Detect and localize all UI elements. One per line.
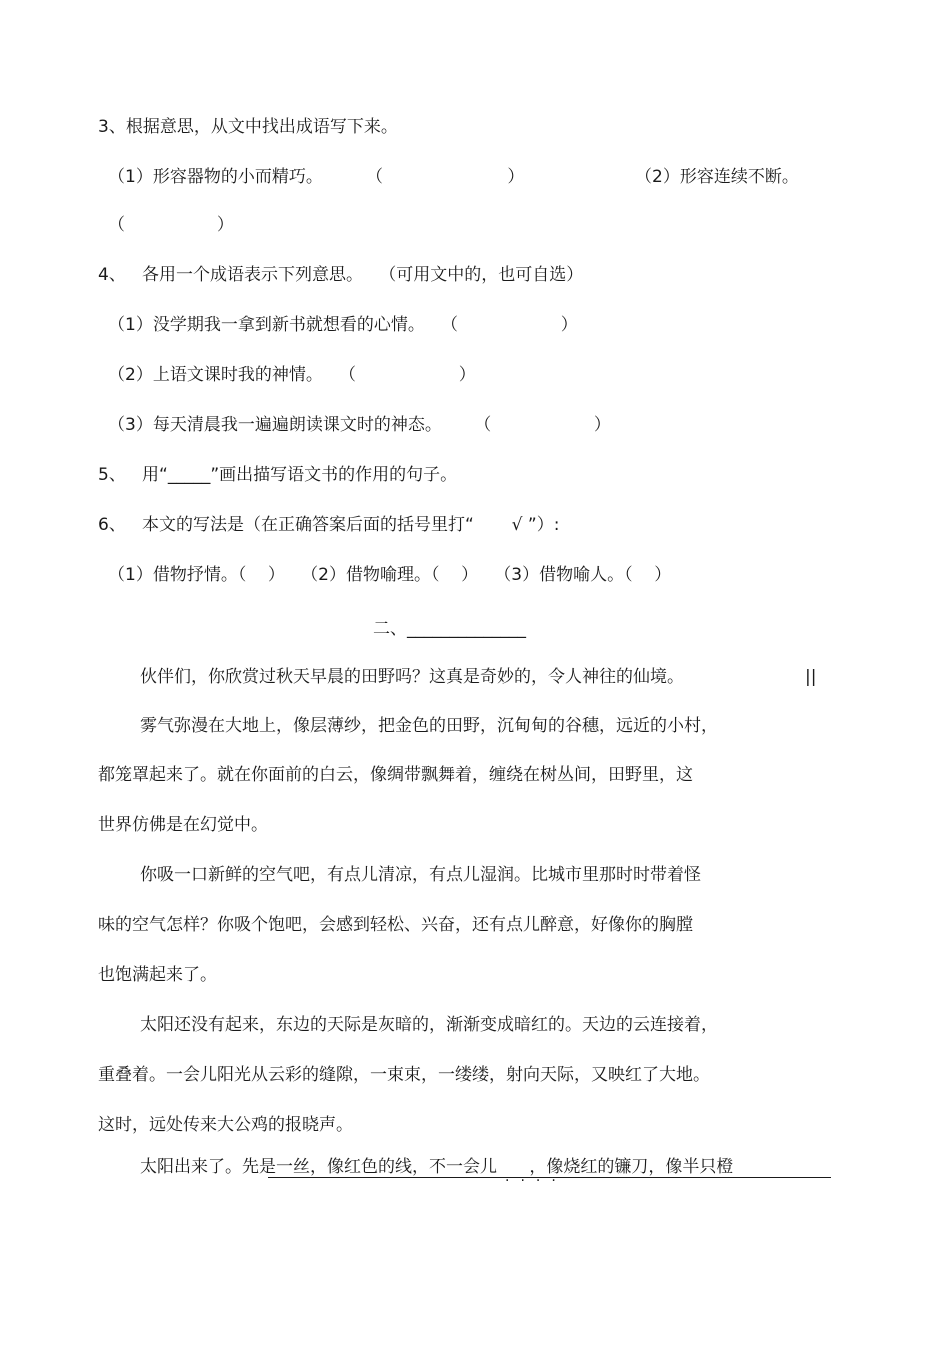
passage-paragraph-2-line-1: 雾气弥漫在大地上，像层薄纱，把金色的田野，沉甸甸的谷穗，远近的小村， bbox=[140, 716, 718, 736]
passage-paragraph-3-line-2: 味的空气怎样？你吸个饱吧，会感到轻松、兴奋，还有点儿醉意，好像你的胸膛 bbox=[98, 915, 693, 935]
passage-paragraph-1: 伙伴们，你欣赏过秋天早晨的田野吗？这真是奇妙的，令人神往的仙境。 bbox=[140, 667, 684, 687]
passage-paragraph-3-line-1: 你吸一口新鲜的空气吧，有点儿清凉，有点儿湿润。比城市里那时时带着怪 bbox=[140, 865, 701, 885]
passage-paragraph-3-line-3: 也饱满起来了。 bbox=[98, 965, 217, 985]
question-3-title: 3、根据意思，从文中找出成语写下来。 bbox=[98, 117, 398, 137]
passage-paragraph-2-line-3: 世界仿佛是在幻觉中。 bbox=[98, 815, 268, 835]
question-4-item-1: （1）没学期我一拿到新书就想看的心情。 （ ） bbox=[108, 315, 578, 335]
passage-paragraph-4-line-3: 这时，远处传来大公鸡的报晓声。 bbox=[98, 1115, 353, 1135]
question-3-item-2-blank: （ ） bbox=[108, 215, 234, 235]
question-4-title: 4、 各用一个成语表示下列意思。 （可用文中的，也可自选） bbox=[98, 265, 584, 285]
question-6-options: （1）借物抒情。（ ） （2）借物喻理。（ ） （3）借物喻人。（ ） bbox=[108, 565, 672, 585]
question-6: 6、 本文的写法是（在正确答案后面的括号里打“ √ ”）: bbox=[98, 515, 560, 535]
question-3-item-1: （1）形容器物的小而精巧。 （ ） bbox=[108, 167, 525, 187]
question-4-item-2: （2）上语文课时我的神情。 （ ） bbox=[108, 365, 476, 385]
passage-paragraph-4-line-2: 重叠着。一会儿阳光从云彩的缝隙，一束束，一缕缕，射向天际，又映红了大地。 bbox=[98, 1065, 710, 1085]
emphasis-dots: ···· bbox=[505, 1173, 567, 1189]
passage-paragraph-4-line-1: 太阳还没有起来，东边的天际是灰暗的，渐渐变成暗红的。天边的云连接着， bbox=[140, 1015, 718, 1035]
paragraph-divider-mark: || bbox=[805, 667, 817, 687]
passage-paragraph-2-line-2: 都笼罩起来了。就在你面前的白云，像绸带飘舞着，缠绕在树丛间，田野里，这 bbox=[98, 765, 693, 785]
question-5: 5、 用“_____”画出描写语文书的作用的句子。 bbox=[98, 465, 458, 485]
question-4-item-3: （3）每天清晨我一遍遍朗读课文时的神态。 （ ） bbox=[108, 415, 611, 435]
section-heading: 二、______________ bbox=[373, 619, 526, 639]
passage-paragraph-5-line-1: 太阳出来了。先是一丝，像红色的线，不一会儿 ，像烧红的镰刀，像半只橙 bbox=[140, 1157, 734, 1177]
question-3-item-2: （2）形容连续不断。 bbox=[635, 167, 799, 187]
